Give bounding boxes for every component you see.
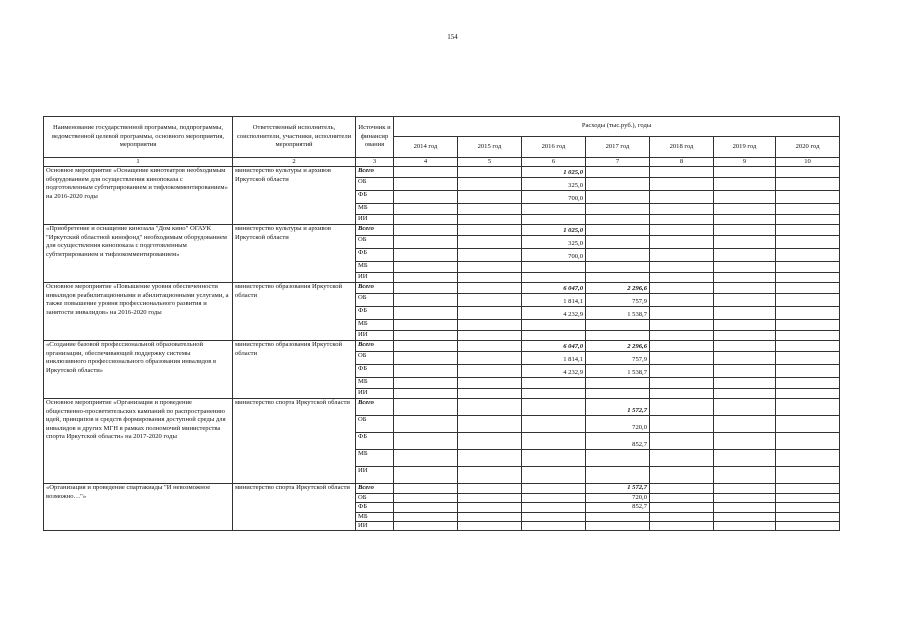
expense-cell [458,178,522,191]
expenses-table [43,116,840,531]
expense-cell [714,283,776,294]
expense-cell: 2 296,6 [586,283,650,294]
expense-cell [394,416,458,433]
executor: министерство культуры и архивов Иркутской области [233,167,356,225]
activity-name: Основное мероприятие «Оснащение кинотеатров необходимым оборудованием для осуществления кинопоказа с подготовленным субтитрированием и тифлокомментированием» на 2016-2020 годы [44,167,233,225]
expense-cell [776,236,840,249]
expense-cell [776,341,840,352]
expense-cell [586,204,650,215]
expense-cell [586,450,650,467]
header-expenses: Расходы (тыс.руб.), годы [394,117,840,137]
expense-cell [714,493,776,502]
column-number: 2 [233,158,356,167]
expense-cell [458,522,522,531]
expense-cell [522,399,586,416]
expense-cell [458,365,522,378]
expense-cell: 2 296,6 [586,341,650,352]
expense-cell [394,294,458,307]
expense-cell [714,365,776,378]
expense-cell: 4 232,9 [522,307,586,320]
funding-source: ИИ [356,467,394,484]
expense-cell [776,262,840,273]
expense-cell [650,283,714,294]
expense-cell [458,484,522,493]
expense-cell [714,378,776,389]
expense-cell [776,167,840,178]
expense-cell [714,225,776,236]
expense-cell [458,307,522,320]
expense-cell [776,467,840,484]
funding-source: ФБ [356,249,394,262]
expense-cell [394,433,458,450]
expense-cell [522,512,586,521]
expense-cell [650,249,714,262]
expense-cell: 6 047,0 [522,341,586,352]
expense-cell [714,467,776,484]
expense-cell [522,493,586,502]
funding-source: ФБ [356,365,394,378]
expense-cell: 1 572,7 [586,399,650,416]
executor: министерство спорта Иркутской области [233,399,356,484]
expense-cell [394,484,458,493]
expense-cell [394,262,458,273]
expense-cell [394,467,458,484]
expense-cell [776,273,840,283]
header-year: 2018 год [650,137,714,158]
funding-source: ОБ [356,416,394,433]
expense-cell [776,307,840,320]
table-row [44,167,840,178]
expense-cell [458,225,522,236]
expense-cell [714,273,776,283]
expense-cell: 700,0 [522,249,586,262]
expense-cell [650,341,714,352]
expense-cell [394,204,458,215]
expense-cell [522,503,586,512]
expense-cell: 757,9 [586,294,650,307]
expense-cell [586,167,650,178]
expense-cell [714,450,776,467]
funding-source: ОБ [356,294,394,307]
expense-cell [458,331,522,341]
expense-cell: 852,7 [586,503,650,512]
header-executor: Ответственный исполнитель, соисполнители, участники, исполнители мероприятий [233,117,356,158]
expense-cell [714,249,776,262]
expense-cell: 1 025,0 [522,167,586,178]
expense-cell [394,215,458,225]
expense-cell [650,433,714,450]
expense-cell [522,484,586,493]
column-number: 5 [458,158,522,167]
expense-cell [776,389,840,399]
expense-cell [586,522,650,531]
expense-cell [458,320,522,331]
expense-cell [776,522,840,531]
expense-cell [458,467,522,484]
expense-cell [394,512,458,521]
table-row [44,283,840,294]
funding-source: ОБ [356,352,394,365]
header-year: 2014 год [394,137,458,158]
expense-cell [394,522,458,531]
column-number: 4 [394,158,458,167]
expense-cell [650,352,714,365]
header-year: 2016 год [522,137,586,158]
expense-cell: 4 232,9 [522,365,586,378]
expense-cell [458,352,522,365]
activity-name: «Приобретение и оснащение кинозала "Дом кино" ОГАУК "Иркутский областной кинофонд" необходимым оборудованием для осуществления кинопоказа с подготовленным субтитрированием и тифлокомментированием» [44,225,233,283]
expense-cell [714,178,776,191]
expense-cell [458,378,522,389]
expense-cell [714,294,776,307]
table-row [44,484,840,493]
expense-cell [714,167,776,178]
expense-cell: 1 538,7 [586,365,650,378]
expense-cell [714,399,776,416]
expense-cell [458,416,522,433]
expense-cell [586,236,650,249]
expense-cell [714,320,776,331]
expense-cell [586,225,650,236]
column-number: 7 [586,158,650,167]
expense-cell [586,331,650,341]
funding-source: МБ [356,450,394,467]
table-row [44,225,840,236]
funding-source: МБ [356,512,394,521]
expense-cell [522,450,586,467]
expense-cell [714,236,776,249]
expense-cell [458,399,522,416]
expense-cell: 757,9 [586,352,650,365]
expense-cell [776,416,840,433]
expense-cell [714,484,776,493]
expense-cell [522,389,586,399]
funding-source: ИИ [356,522,394,531]
funding-source: МБ [356,204,394,215]
header-year: 2017 год [586,137,650,158]
column-number: 10 [776,158,840,167]
expense-cell [650,522,714,531]
expense-cell [458,283,522,294]
expense-cell [714,204,776,215]
expense-cell [586,178,650,191]
expense-cell [522,378,586,389]
expense-cell: 1 025,0 [522,225,586,236]
expense-cell [650,307,714,320]
expense-cell [586,191,650,204]
expense-cell [522,320,586,331]
expense-cell [714,262,776,273]
activity-name: «Организация и проведение спартакиады "И невозможное возможно…"» [44,484,233,531]
expense-cell [650,399,714,416]
expense-cell [776,225,840,236]
header-year: 2020 год [776,137,840,158]
expense-cell [394,352,458,365]
expense-cell [776,178,840,191]
expense-cell [394,399,458,416]
expense-cell [776,331,840,341]
expense-cell [394,167,458,178]
expense-cell [586,467,650,484]
expense-cell [458,249,522,262]
expense-cell [776,433,840,450]
header-year: 2019 год [714,137,776,158]
expense-cell [522,204,586,215]
expense-cell [458,503,522,512]
funding-source: ОБ [356,178,394,191]
table-row [44,341,840,352]
expense-cell [458,191,522,204]
expense-cell [776,512,840,521]
header-name: Наименование государственной программы, подпрограммы, ведомственной целевой программы, основного мероприятия, мероприятия [44,117,233,158]
expense-cell [394,450,458,467]
activity-name: Основное мероприятие «Организация и проведение общественно-просветительских кампаний по распространению идей, принципов и средств формирования доступной среды для инвалидов и других МГН в рамках полномочий министерства спорта Иркутской области» на 2017-2020 годы [44,399,233,484]
expense-cell [522,522,586,531]
executor: министерство образования Иркутской области [233,341,356,399]
funding-source: Всего [356,484,394,493]
funding-source: МБ [356,378,394,389]
expense-cell [394,225,458,236]
expense-cell [714,352,776,365]
executor: министерство культуры и архивов Иркутской области [233,225,356,283]
expense-cell [586,378,650,389]
expense-cell [458,294,522,307]
expense-cell [776,283,840,294]
expense-cell [458,215,522,225]
funding-source: МБ [356,320,394,331]
expense-cell: 325,0 [522,236,586,249]
expense-cell [714,503,776,512]
expense-cell [714,433,776,450]
expense-cell [650,167,714,178]
activity-name: Основное мероприятие «Повышение уровня обеспеченности инвалидов реабилитационными и абилитационными услугами, а также повышение уровня профессионального развития и занятости инвалидов» на 2016-2020 годы [44,283,233,341]
expense-cell [714,191,776,204]
expense-cell [586,389,650,399]
expense-cell [394,273,458,283]
funding-source: МБ [356,262,394,273]
expense-cell [458,262,522,273]
expense-cell [650,450,714,467]
column-number: 1 [44,158,233,167]
column-number: 6 [522,158,586,167]
expense-cell [522,416,586,433]
expense-cell [714,522,776,531]
expense-cell [650,273,714,283]
expense-cell [776,493,840,502]
expense-cell [586,273,650,283]
expense-cell [650,378,714,389]
column-number: 8 [650,158,714,167]
expense-cell [714,341,776,352]
expense-cell [650,484,714,493]
expense-cell [394,178,458,191]
expense-cell [522,215,586,225]
header-year: 2015 год [458,137,522,158]
expense-cell: 325,0 [522,178,586,191]
expense-cell: 720,0 [586,416,650,433]
expense-cell [522,273,586,283]
expense-cell [776,320,840,331]
expense-cell [776,450,840,467]
expense-cell [650,512,714,521]
expense-cell: 6 047,0 [522,283,586,294]
funding-source: Всего [356,225,394,236]
expense-cell [650,191,714,204]
expense-cell: 720,0 [586,493,650,502]
expense-cell [650,236,714,249]
funding-source: Всего [356,283,394,294]
expense-cell [394,503,458,512]
table-row [44,399,840,416]
funding-source: ИИ [356,215,394,225]
funding-source: ИИ [356,273,394,283]
expense-cell [650,389,714,399]
expense-cell [586,262,650,273]
expense-cell [458,236,522,249]
expense-cell [586,249,650,262]
expense-cell [714,512,776,521]
expense-cell [776,352,840,365]
expense-cell [650,204,714,215]
expense-cell [394,365,458,378]
expense-cell [458,204,522,215]
expense-cell [650,503,714,512]
expense-cell [714,416,776,433]
funding-source: Всего [356,167,394,178]
expense-cell [458,389,522,399]
expense-cell: 1 538,7 [586,307,650,320]
funding-source: ФБ [356,503,394,512]
expense-cell [776,249,840,262]
funding-source: ИИ [356,389,394,399]
expense-cell [458,450,522,467]
expense-cell [458,273,522,283]
expense-cell [394,378,458,389]
expense-cell [522,467,586,484]
executor: министерство образования Иркутской области [233,283,356,341]
expense-cell [650,215,714,225]
funding-source: ОБ [356,236,394,249]
expense-cell [458,167,522,178]
expense-cell [394,341,458,352]
expense-cell [458,341,522,352]
funding-source: ФБ [356,307,394,320]
funding-source: ФБ [356,191,394,204]
expense-cell [650,331,714,341]
expense-cell [394,236,458,249]
expense-cell: 852,7 [586,433,650,450]
expense-cell [650,294,714,307]
expense-cell [458,512,522,521]
expense-cell [394,331,458,341]
expense-cell [394,249,458,262]
expense-cell [776,204,840,215]
header-source: Источник и финансир ования [356,117,394,158]
expense-cell [776,399,840,416]
expense-cell [650,365,714,378]
expense-cell [650,493,714,502]
expense-cell: 700,0 [522,191,586,204]
expense-cell [776,503,840,512]
funding-source: ФБ [356,433,394,450]
expense-cell [394,493,458,502]
expense-cell [586,320,650,331]
expense-cell [394,389,458,399]
column-number: 9 [714,158,776,167]
expense-cell [650,416,714,433]
expense-cell [714,215,776,225]
expense-cell [394,191,458,204]
expense-cell [522,331,586,341]
expense-cell [776,484,840,493]
expense-cell [522,433,586,450]
expense-cell: 1 814,1 [522,352,586,365]
expense-cell [522,262,586,273]
expense-cell [776,294,840,307]
funding-source: Всего [356,341,394,352]
funding-source: ИИ [356,331,394,341]
expense-cell [714,307,776,320]
page-number: 154 [447,33,458,41]
expense-cell [650,178,714,191]
expense-cell: 1 572,7 [586,484,650,493]
expense-cell [394,283,458,294]
activity-name: «Создание базовой профессиональной образовательной организации, обеспечивающей поддержку системы инклюзивного профессионального образования инвалидов в Иркутской области» [44,341,233,399]
expense-cell [650,225,714,236]
expense-cell [394,320,458,331]
expense-cell [776,365,840,378]
column-number: 3 [356,158,394,167]
expense-cell [650,467,714,484]
expense-cell [776,215,840,225]
expense-cell [394,307,458,320]
funding-source: ОБ [356,493,394,502]
executor: министерство спорта Иркутской области [233,484,356,531]
expense-cell [458,433,522,450]
funding-source: Всего [356,399,394,416]
expense-cell [586,215,650,225]
expense-cell [650,320,714,331]
expense-cell [714,331,776,341]
expense-cell [458,493,522,502]
expense-cell [776,378,840,389]
expense-cell [714,389,776,399]
expense-cell [586,512,650,521]
expense-cell: 1 814,1 [522,294,586,307]
expense-cell [650,262,714,273]
expense-cell [776,191,840,204]
